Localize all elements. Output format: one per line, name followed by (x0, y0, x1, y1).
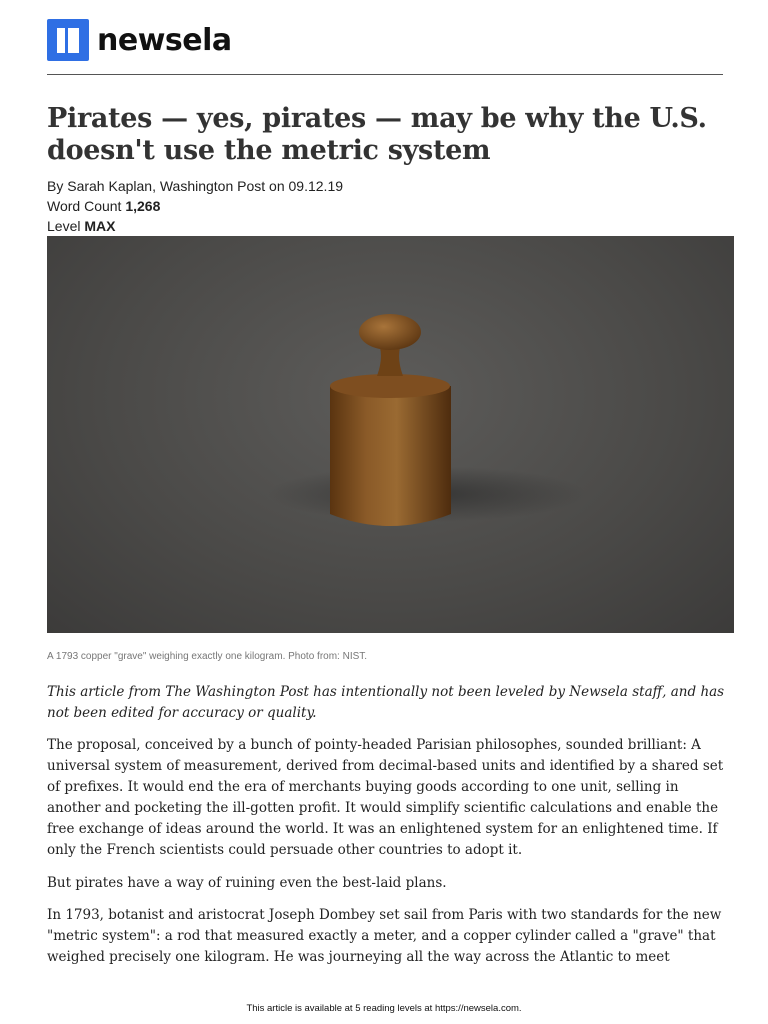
article-title: Pirates — yes, pirates — may be why the U.S. doesn't use the metric system (47, 103, 707, 166)
paragraph: The proposal, conceived by a bunch of pointy-headed Parisian philosophes, sounded brilliant: A universal system of measurement, derived from decimal-based units and identified by a shared set of prefixes. It would end the era of merchants buying goods according to one unit, selling in another and pocketing the ill-gotten profit. It would simplify scientific calculations and enable the free exchange of ideas around the world. It was an enlightened system for an enlightened time. If only the French scientists could persuade other countries to adopt it. (47, 737, 724, 858)
level-value: MAX (84, 218, 116, 234)
copper-weight-image (47, 236, 734, 633)
level-label: Level (47, 218, 81, 234)
word-count-label: Word Count (47, 198, 122, 214)
newsela-logo (47, 19, 232, 61)
editor-note: This article from The Washington Post has intentionally not been leveled by Newsela staff, and has not been edited for accuracy or quality. (47, 684, 725, 721)
paragraph: In 1793, botanist and aristocrat Joseph Dombey set sail from Paris with two standards for the new "metric system": a rod that measured exactly a meter, and a copper cylinder called a "grave" that weighed precisely one kilogram. He was journeying all the way across the Atlantic to meet (47, 907, 722, 965)
word-count-value: 1,268 (125, 198, 161, 214)
page-footer: This article is available at 5 reading levels at https://newsela.com. (246, 1003, 522, 1014)
reading-level (47, 218, 115, 234)
paragraph: But pirates have a way of ruining even the best-laid plans. (47, 875, 447, 891)
newsela-logo-icon (47, 19, 89, 61)
byline: By Sarah Kaplan, Washington Post on 09.12.19 (47, 178, 344, 194)
word-count (47, 198, 160, 214)
brand-name: newsela (97, 22, 232, 58)
image-caption: A 1793 copper "grave" weighing exactly one kilogram. Photo from: NIST. (47, 651, 368, 662)
header-divider (47, 74, 723, 75)
article-photo (47, 236, 734, 633)
